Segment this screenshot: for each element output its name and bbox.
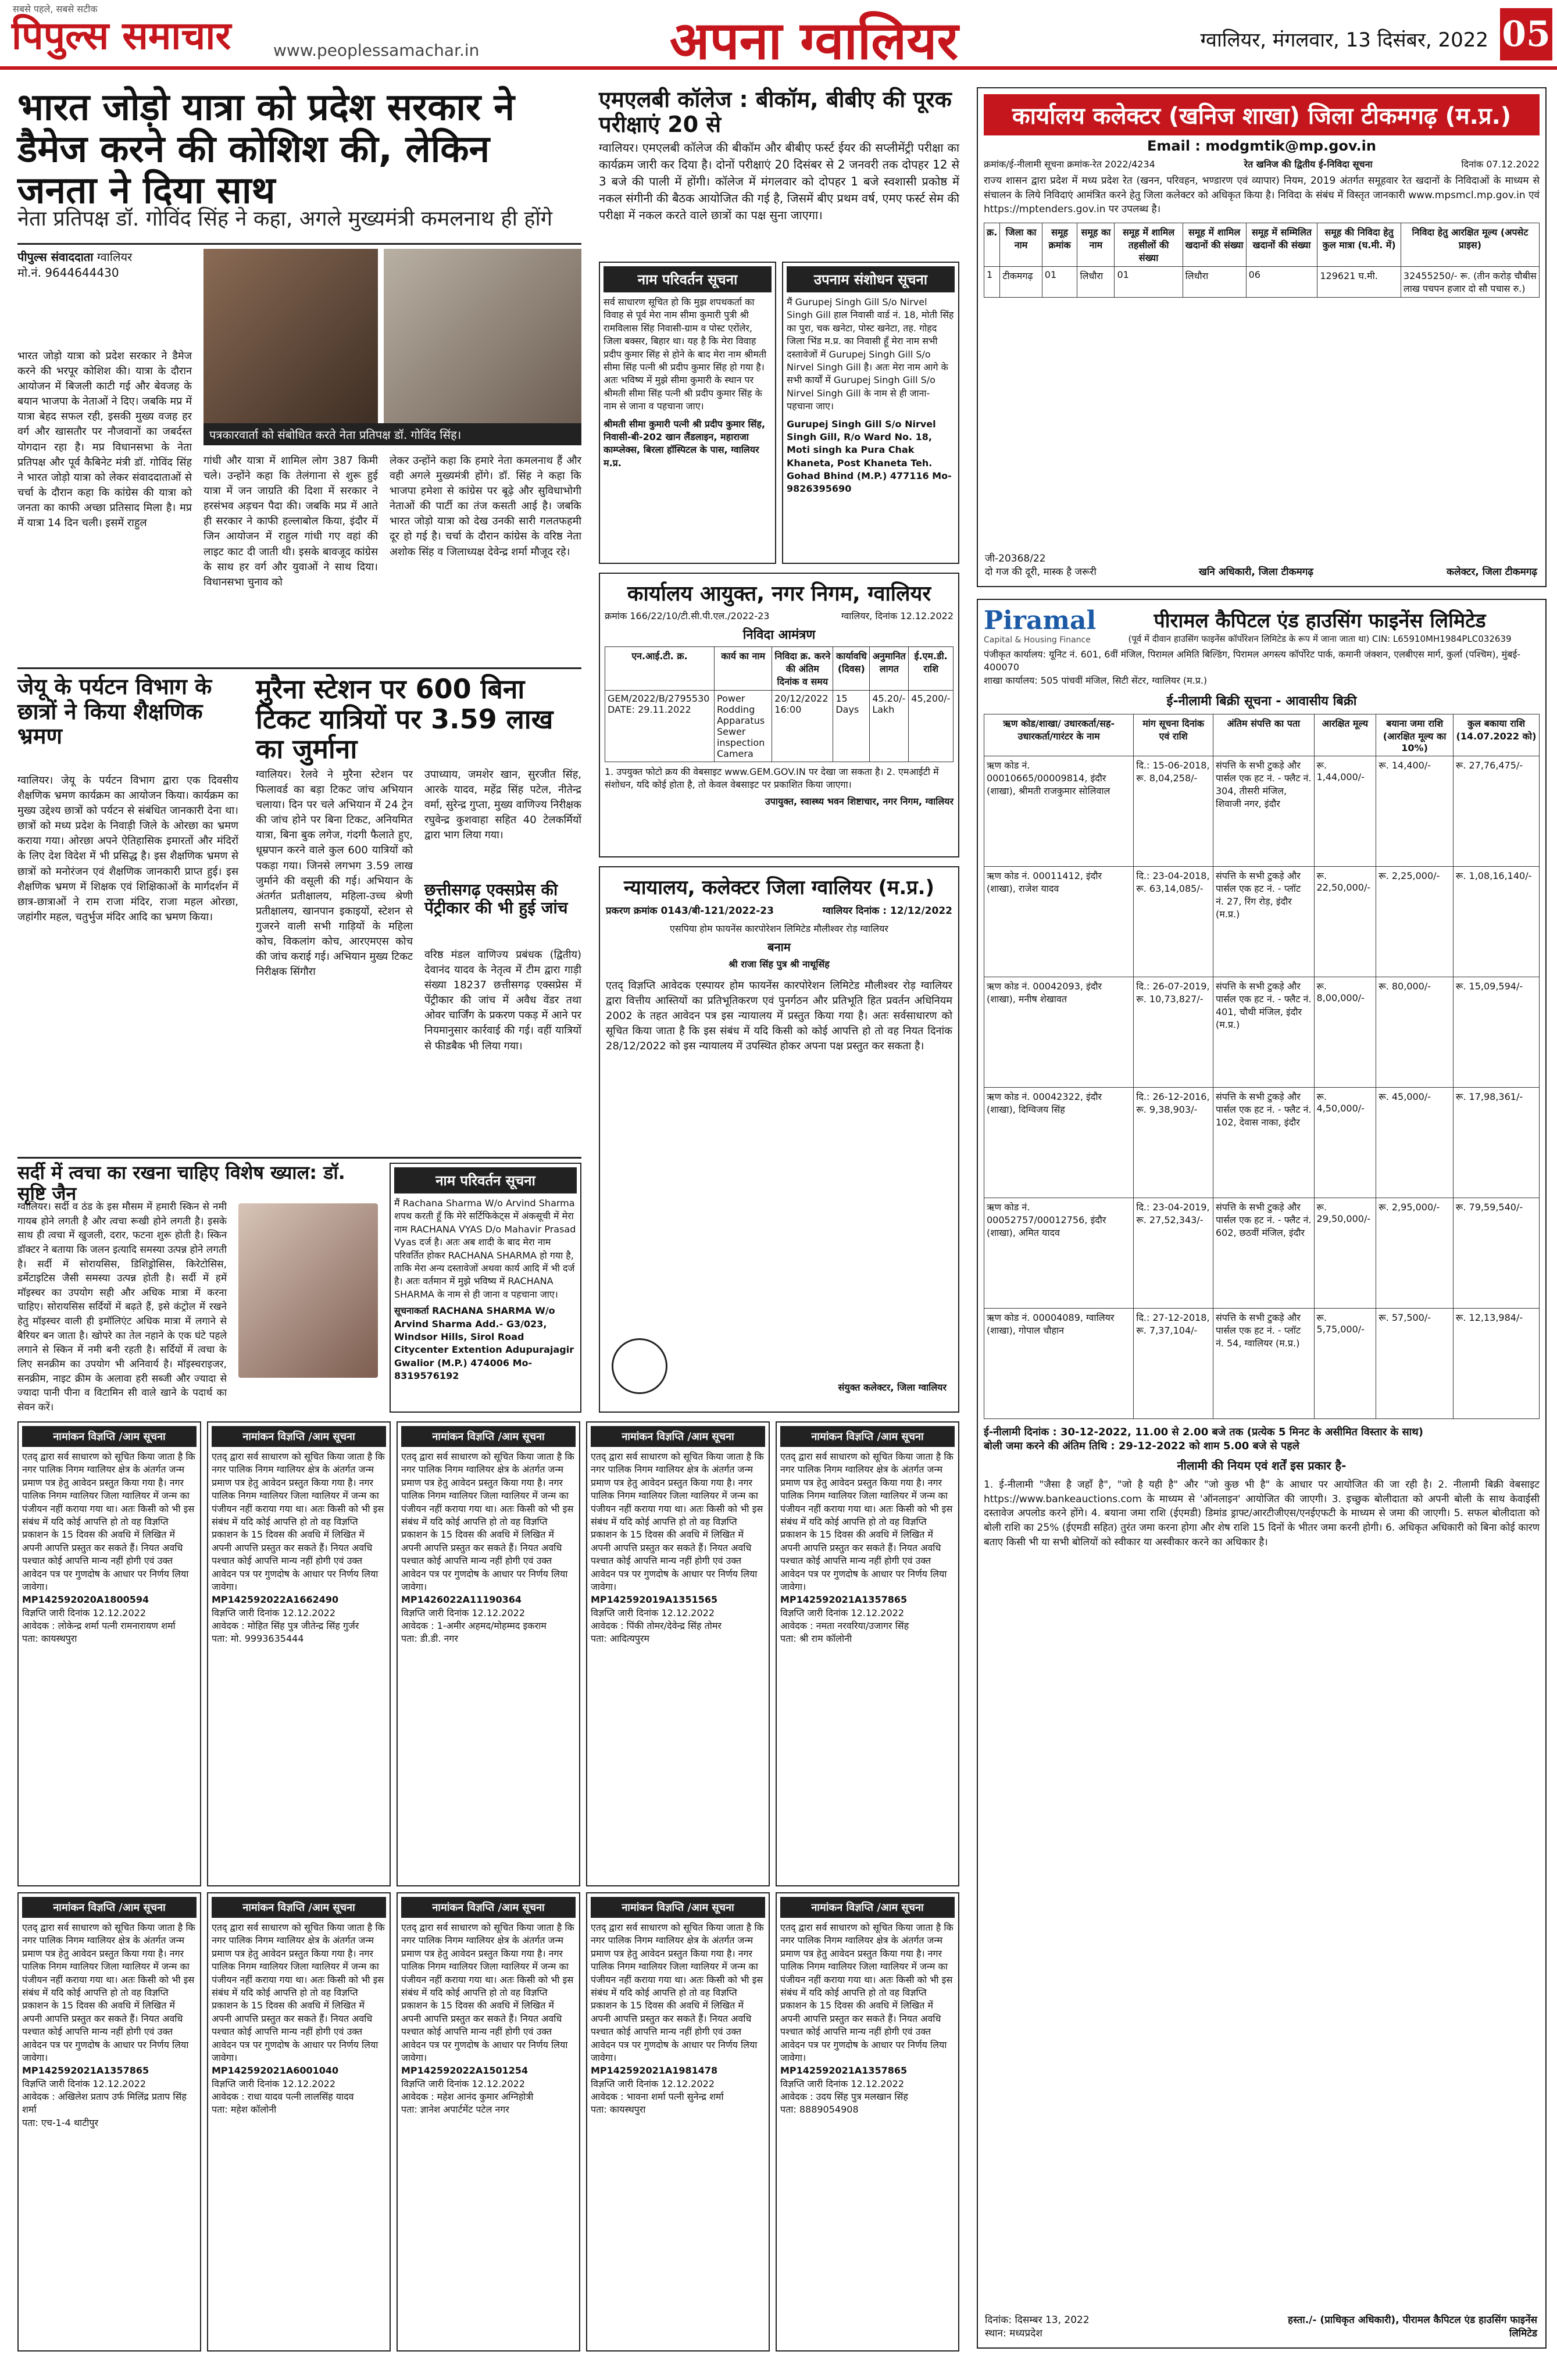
stub-title: नामांकन विज्ञप्ति /आम सूचना — [22, 1897, 197, 1918]
table-cell: दि.: 27-12-2018, रू. 7,37,104/- — [1134, 1309, 1213, 1419]
piramal-terms: 1. ई-नीलामी "जैसा है जहाँ है", "जो है यही है" और "जो कुछ भी है" के आधार पर आयोजित की जा रही है। 2. नीलामी बिक्री वेबसाइट https://www.bankeauctions.com के माध्यम से 'ऑनलाइन' आयोजित की जाएगी। 3. इच्छुक बोलीदाता को अपनी बोली के साथ केवाईसी दस्तावेज अपलोड करने होंगे। 4. बयाना जमा राशि (ईएमडी) डिमांड ड्राफ्ट/आरटीजीएस/एनईएफटी के माध्यम से जमा की जाएगी। 5. सफल बोलीदाता को बोली राशि का 25% (ईएमडी सहित) तुरंत जमा करना होगा और शेष राशि 15 दिनों के भीतर जमा करनी होगी। 6. अधिकृत अधिकारी को बिना कोई कारण बताए किसी भी या सभी बोलियों को स्वीकार या अस्वीकार करने का अधिकार है। — [984, 1479, 1540, 1548]
nigam-table — [605, 646, 954, 762]
table-cell: रू. 22,50,000/- — [1314, 867, 1376, 977]
stub-applicant: आवेदक : पिंकी तोमर/देवेन्द्र सिंह तोमर — [591, 1620, 722, 1632]
table-cell: लिधौरा — [1183, 266, 1246, 297]
stub-body: एतद् द्वारा सर्व साधारण को सूचित किया जाता है कि नगर पालिक निगम ग्वालियर क्षेत्र के अंतर्गत जन्म प्रमाण पत्र हेतु आवेदन प्रस्तुत किया गया है। नगर पालिक निगम ग्वालियर जिला ग्वालियर में जन्म का पंजीयन नहीं कराया गया था। अतः किसी को भी इस संबंध में यदि कोई आपत्ति हो तो वह विज्ञप्ति प्रकाशन के 15 दिवस की अवधि में लिखित में अपनी आपत्ति प्रस्तुत कर सकते हैं। नियत अवधि पश्चात कोई आपत्ति मान्य नहीं होगी एवं उक्त आवेदन पत्र पर गुणदोष के आधार पर निर्णय लिया जावेगा। — [780, 1451, 954, 1592]
table-cell: 45,200/- — [909, 691, 954, 762]
classifieds-grid — [17, 1421, 959, 2363]
piramal-branch: शाखा कार्यालय: 505 पांचवीं मंजिल, सिटी सेंटर, ग्वालियर (म.प्र.) — [984, 674, 1208, 686]
table-cell: रू. 45,000/- — [1376, 1088, 1454, 1198]
table-cell: 129621 घ.मी. — [1317, 266, 1401, 297]
lead-col-3: लेकर उन्होंने कहा कि हमारे नेता कमलनाथ हैं और वही अगले मुख्यमंत्री होंगे। डॉ. सिंह ने कहा कि भाजपा हमेशा से कांग्रेस पर बूढ़े और सुविधाभोगी नेताओं की पार्टी का तंज कसती आई है। जबकि भारत जोड़ो यात्रा को देख उनकी सारी गलतफहमी दूर हो गई है। चर्चा के दौरान कांग्रेस के वरिष्ठ नेता अशोक सिंह व जिलाध्यक्ष देवेन्द्र शर्मा मौजूद रहे। — [390, 455, 581, 558]
lead-photo-1 — [203, 249, 378, 423]
table-cell: संपत्ति के सभी टुकड़े और पार्सल एक हट नं. - प्लॉट नं. 54, ग्वालियर (म.प्र.) — [1213, 1309, 1314, 1419]
table-cell: रू. 2,95,000/- — [1376, 1198, 1454, 1309]
table-cell: लिधौरा — [1077, 266, 1115, 297]
stub-date: विज्ञप्ति जारी दिनांक 12.12.2022 — [22, 1607, 147, 1618]
table-header: अंतिम संपत्ति का पता — [1213, 714, 1314, 756]
table-row — [605, 691, 954, 762]
table-cell: संपत्ति के सभी टुकड़े और पार्सल एक हट नं. - प्लॉट नं. 27, रिंग रोड़, इंदौर (म.प्र.) — [1213, 867, 1314, 977]
table-header: कुल बकाया राशि (14.07.2022 को) — [1453, 714, 1539, 756]
table-cell: 06 — [1246, 266, 1317, 297]
lead-headline: भारत जोड़ो यात्रा को प्रदेश सरकार ने डैमेज करने की कोशिश की, लेकिन जनता ने दिया साथ — [17, 86, 515, 213]
stub-applicant: आवेदक : महेश आनंद कुमार अग्निहोत्री — [401, 2091, 534, 2103]
table-cell: ऋण कोड नं. 00004089, ग्वालियर (शाखा), गोपाल चौहान — [984, 1309, 1134, 1419]
stub-no: MP142592021A1981478 — [591, 2065, 718, 2077]
classified-stub — [586, 1892, 770, 2352]
stub-place: पता: श्री राम कॉलोनी — [780, 1633, 852, 1645]
notice-body: मैं Rachana Sharma W/o Arvind Sharma शपथ करती हूँ कि मेरे सर्टिफिकेट्स में अंकसूची में मेरा नाम RACHANA VYAS D/o Mahavir Prasad Vyas दर्ज है। अतः अब शादी के बाद मेरा नाम परिवर्तित होकर RACHANA SHARMA हो गया है, ताकि मेरा अन्य दस्तावेजों अथवा कार्य आदि में भी दर्ज है। अतः वर्तमान में मुझे भविष्य में RACHANA SHARMA के नाम से ही जाना व पहचाना जाए। — [394, 1198, 576, 1300]
table-header: समूह में सम्मिलित खदानों की संख्या — [1246, 223, 1317, 266]
classified-stub — [776, 1892, 959, 2352]
stub-applicant: आवेदक : 1-अमीर अहमद/मोहम्मद इकराम — [401, 1620, 547, 1632]
skin-headline: सर्दी में त्वचा का रखना चाहिए विशेष ख्याल: डॉ. सृष्टि जैन — [17, 1162, 345, 1205]
stub-place: पता: कायस्थपुरा — [591, 2104, 646, 2115]
stub-no: MP142592019A1351565 — [591, 1594, 718, 1606]
reporter: पीपुल्स संवाददाता — [17, 250, 94, 264]
stub-date: विज्ञप्ति जारी दिनांक 12.12.2022 — [591, 2078, 715, 2089]
byline — [17, 249, 192, 290]
table-cell: टीकमगढ़ — [1000, 266, 1042, 297]
tagline: सबसे पहले, सबसे सटीक — [13, 3, 98, 15]
table-header: समूह में शामिल तहसीलों की संख्या — [1115, 223, 1183, 266]
stub-body: एतद् द्वारा सर्व साधारण को सूचित किया जाता है कि नगर पालिक निगम ग्वालियर क्षेत्र के अंतर्गत जन्म प्रमाण पत्र हेतु आवेदन प्रस्तुत किया गया है। नगर पालिक निगम ग्वालियर जिला ग्वालियर में जन्म का पंजीयन नहीं कराया गया था। अतः किसी को भी इस संबंध में यदि कोई आपत्ति हो तो वह विज्ञप्ति प्रकाशन के 15 दिवस की अवधि में लिखित में अपनी आपत्ति प्रस्तुत कर सकते हैं। नियत अवधि पश्चात कोई आपत्ति मान्य नहीं होगी एवं उक्त आवेदन पत्र पर गुणदोष के आधार पर निर्णय लिया जावेगा। — [591, 1451, 764, 1592]
stub-no: MP142592020A1800594 — [22, 1594, 149, 1606]
table-header: मांग सूचना दिनांक एवं राशि — [1134, 714, 1213, 756]
table-header: एन.आई.टी. क्र. — [605, 647, 715, 691]
tourism-headline: जेयू के पर्यटन विभाग के छात्रों ने किया शैक्षणिक भ्रमण — [17, 674, 212, 749]
classified-stub — [397, 1421, 580, 1886]
table-header: बयाना जमा राशि (आरक्षित मूल्य का 10%) — [1376, 714, 1454, 756]
classified-stub — [397, 1892, 580, 2352]
table-cell: 1 — [984, 266, 1000, 297]
table-row — [984, 1088, 1540, 1198]
table-cell: ऋण कोड नं. 00011412, इंदौर (शाखा), राजेश यादव — [984, 867, 1134, 977]
lead-subhead: नेता प्रतिपक्ष डॉ. गोविंद सिंह ने कहा, अगले मुख्यमंत्री कमलनाथ ही होंगे — [17, 207, 553, 231]
nigam-heading: निविदा आमंत्रण — [742, 628, 816, 642]
piramal-place: स्थान: मध्यप्रदेश — [985, 2328, 1042, 2339]
piramal-kyc-date: बोली जमा करने की अंतिम तिथि : 29-12-2022 को शाम 5.00 बजे से पहले — [984, 1440, 1299, 1453]
piramal-signer: हस्ता./- (प्राधिकृत अधिकारी), पीरामल कैपिटल एंड हाउसिंग फाइनेंस लिमिटेड — [1287, 2314, 1537, 2339]
nigam-title: कार्यालय आयुक्त, नगर निगम, ग्वालियर — [627, 582, 931, 606]
tender-body: राज्य शासन द्वारा प्रदेश में मध्य प्रदेश रेत (खनन, परिवहन, भण्डारण एवं व्यापार) नियम, 2019 अंतर्गत समूहवार रेत खदानों के निविदाओं के माध्यम से संचालन के लिये निविदाएं आमंत्रित करने हेतु जिला कलेक्टर को अधिकृत किया है। निविदा के संबंध में विस्तृत जानकारी www.mpsmcl.mp.gov.in एवं https://mptenders.gov.in पर उपलब्ध है। — [984, 175, 1540, 216]
lead-photo-2 — [384, 249, 581, 423]
lead-col-2: गांधी और यात्रा में शामिल लोग 387 किमी चले। उन्होंने कहा कि तेलंगाना से शुरू हुई यात्रा में जन जाग्रति की दिशा में सरकार ने हरसंभव अड़चन पैदा की। जबकि मप्र में आते ही सरकार ने काफी हल्लाबोल किया, इंदौर में जिन आयोजन में राहुल गांधी गए वहां की लाइट काट दी जाती थी। इसके बावजूद कांग्रेस के साथ हर वर्ग और युवाओं ने साथ दिया। विधानसभा चुनाव को — [203, 455, 378, 588]
table-header: जिला का नाम — [1000, 223, 1042, 266]
notice-body: सर्व साधारण सूचित हो कि मुझ शपथकर्ता का विवाह से पूर्व मेरा नाम सीमा कुमारी पुत्री श्री रामविलास सिंह निवासी-ग्राम व पोस्ट एरोंलेर, जिला बक्सर, बिहार था। यह है कि मेरा विवाह प्रदीप कुमार सिंह से होने के बाद मेरा नाम श्रीमती सीमा सिंह पत्नी श्री प्रदीप कुमार सिंह हो गया है। अतः भविष्य में मुझे सीमा कुमारी के स्थान पर श्रीमती सीमा सिंह पत्नी श्री प्रदीप कुमार सिंह के नाम से जाना व पहचाना जाए। — [603, 296, 767, 412]
table-header: कार्य का नाम — [714, 647, 772, 691]
piramal-heading: ई-नीलामी बिक्री सूचना - आवासीय बिक्री — [1166, 694, 1357, 709]
table-cell: ऋण कोड नं. 00052757/00012756, इंदौर (शाखा), अमित यादव — [984, 1198, 1134, 1309]
table-cell: 45.20/- Lakh — [870, 691, 909, 762]
stub-applicant: आवेदक : राधा यादव पत्नी लालसिंह यादव — [212, 2091, 354, 2103]
stub-body: एतद् द्वारा सर्व साधारण को सूचित किया जाता है कि नगर पालिक निगम ग्वालियर क्षेत्र के अंतर्गत जन्म प्रमाण पत्र हेतु आवेदन प्रस्तुत किया गया है। नगर पालिक निगम ग्वालियर जिला ग्वालियर में जन्म का पंजीयन नहीं कराया गया था। अतः किसी को भी इस संबंध में यदि कोई आपत्ति हो तो वह विज्ञप्ति प्रकाशन के 15 दिवस की अवधि में लिखित में अपनी आपत्ति प्रस्तुत कर सकते हैं। नियत अवधि पश्चात कोई आपत्ति मान्य नहीं होगी एवं उक्त आवेदन पत्र पर गुणदोष के आधार पर निर्णय लिया जावेगा। — [401, 1922, 574, 2063]
tender-subject: रेत खनिज की द्वितीय ई-निविदा सूचना — [1244, 159, 1373, 170]
stub-applicant: आवेदक : नमता नरवरिया/उजागर सिंह — [780, 1620, 909, 1632]
tender-signer-2: कलेक्टर, जिला टीकमगढ़ — [1447, 566, 1537, 578]
stub-applicant: आवेदक : लोकेन्द्र शर्मा पत्नी रामनारायण शर्मा — [22, 1620, 176, 1632]
classified-stub — [586, 1421, 770, 1886]
section-title: अपना ग्वालियर — [669, 10, 959, 72]
stub-date: विज्ञप्ति जारी दिनांक 12.12.2022 — [401, 2078, 526, 2089]
table-cell: रू. 57,500/- — [1376, 1309, 1454, 1419]
dateline-place: ग्वालियर — [97, 250, 133, 264]
tender-slogan: दो गज की दूरी, मास्क है जरूरी — [985, 566, 1097, 578]
classified-stub — [207, 1421, 391, 1886]
stub-title: नामांकन विज्ञप्ति /आम सूचना — [591, 1426, 765, 1447]
table-cell: Power Rodding Apparatus Sewer inspection Camera — [714, 691, 772, 762]
stub-date: विज्ञप्ति जारी दिनांक 12.12.2022 — [591, 1607, 715, 1618]
reporter-mobile: मो.नं. 9644644430 — [17, 266, 119, 280]
nigam-ref: क्रमांक 166/22/10/टी.सी.पी.एल./2022-23 — [605, 610, 770, 621]
notice-title: नाम परिवर्तन सूचना — [394, 1167, 577, 1193]
lead-col-1: भारत जोड़ो यात्रा को प्रदेश सरकार ने डैमेज करने की भरपूर कोशिश की। यात्रा के दौरान आयोजन में बिजली काटी गई और बेवजह के बयान भाजपा के नेताओं ने दिए। जबकि मप्र में यात्रा बेहद सफल रही, इसकी मुख्य वजह हर वर्ग और खासतौर पर नौजवानों का जबर्दस्त योगदान रहा है। मप्र विधानसभा के नेता प्रतिपक्ष और पूर्व कैबिनेट मंत्री डॉ. गोविंद सिंह ने भारत जोड़ो यात्रा को लेकर संवाददाताओं से चर्चा के दौरान कहा कि कांग्रेस की यात्रा को जनता का काफी अच्छा प्रतिसाद मिला है। मप्र में यात्रा 14 दिन चली। इसमें राहुल — [17, 350, 192, 530]
table-header: निविदा हेतु आरक्षित मूल्य (अपसेट प्राइस) — [1401, 223, 1539, 266]
court-party-1: एसपिया होम फायनेंस कारपोरेशन लिमिटेड मौलीश्वर रोड़ ग्वालियर — [670, 923, 888, 934]
table-header: कार्यावधि (दिवस) — [833, 647, 870, 691]
tender-footer-no: जी-20368/22 — [985, 553, 1046, 564]
table-cell: 32455250/- रू. (तीन करोड़ चौबीस लाख पचपन हजार दो सौ पचास रु.) — [1401, 266, 1539, 297]
table-row — [984, 867, 1540, 977]
stub-applicant: आवेदक : अखिलेश प्रताप उर्फ मिलिंद्र प्रताप सिंह शर्मा — [22, 2091, 187, 2115]
table-cell: 01 — [1115, 266, 1183, 297]
stub-title: नामांकन विज्ञप्ति /आम सूचना — [591, 1897, 765, 1918]
stub-title: नामांकन विज्ञप्ति /आम सूचना — [780, 1426, 955, 1447]
piramal-title: पीरामल कैपिटल एंड हाउसिंग फाइनेंस लिमिटेड — [1154, 609, 1486, 632]
stub-applicant: आवेदक : उदय सिंह पुत्र मलखान सिंह — [780, 2091, 908, 2103]
tender-date: दिनांक 07.12.2022 — [1461, 159, 1540, 170]
divider — [17, 243, 581, 245]
table-cell: 20/12/2022 16:00 — [772, 691, 833, 762]
stub-date: विज्ञप्ति जारी दिनांक 12.12.2022 — [780, 1607, 905, 1618]
table-row — [984, 756, 1540, 867]
notice-title: नाम परिवर्तन सूचना — [603, 266, 772, 292]
stub-no: MP142592021A1357865 — [780, 1594, 908, 1606]
website-link[interactable]: www.peoplessamachar.in — [273, 41, 480, 60]
divider — [17, 667, 581, 669]
table-cell: रू. 1,08,16,140/- — [1453, 867, 1539, 977]
table-row — [984, 1198, 1540, 1309]
table-cell: रू. 79,59,540/- — [1453, 1198, 1539, 1309]
table-cell: संपत्ति के सभी टुकड़े और पार्सल एक हट नं. - फ्लैट नं. 401, चौथी मंजिल, इंदौर (म.प्र.) — [1213, 977, 1314, 1088]
stub-place: पता: आदित्यपुरम — [591, 1633, 649, 1645]
table-cell: ऋण कोड नं. 00042093, इंदौर (शाखा), मनीष शेखावत — [984, 977, 1134, 1088]
court-signer: संयुक्त कलेक्टर, जिला ग्वालियर — [838, 1381, 947, 1393]
stub-date: विज्ञप्ति जारी दिनांक 12.12.2022 — [22, 2078, 147, 2089]
stub-place: पता: एच-1-4 थाटीपुर — [22, 2117, 99, 2128]
stub-title: नामांकन विज्ञप्ति /आम सूचना — [401, 1426, 576, 1447]
nigam-date: ग्वालियर, दिनांक 12.12.2022 — [841, 610, 954, 621]
table-header: समूह की निविदा हेतु कुल मात्रा (घ.मी. में) — [1317, 223, 1401, 266]
piramal-office: पंजीकृत कार्यालय: यूनिट नं. 601, 6वीं मंजिल, पिरामल अमिति बिल्डिंग, पिरामल अगस्त्य कॉर्पोरेट पार्क, कमानी जंक्शन, एलबीएस मार्ग, कुर्ला (पश्चिम), मुंबई- 400070 — [984, 649, 1520, 673]
stub-date: विज्ञप्ति जारी दिनांक 12.12.2022 — [212, 2078, 336, 2089]
table-header: समूह में शामिल खदानों की संख्या — [1183, 223, 1246, 266]
stub-place: पता: मो. 9993635444 — [212, 1633, 304, 1645]
table-cell: संपत्ति के सभी टुकड़े और पार्सल एक हट नं. - फ्लैट नं. 602, छठवीं मंजिल, इंदौर — [1213, 1198, 1314, 1309]
table-cell: दि.: 26-07-2019, रू. 10,73,827/- — [1134, 977, 1213, 1088]
stub-body: एतद् द्वारा सर्व साधारण को सूचित किया जाता है कि नगर पालिक निगम ग्वालियर क्षेत्र के अंतर्गत जन्म प्रमाण पत्र हेतु आवेदन प्रस्तुत किया गया है। नगर पालिक निगम ग्वालियर जिला ग्वालियर में जन्म का पंजीयन नहीं कराया गया था। अतः किसी को भी इस संबंध में यदि कोई आपत्ति हो तो वह विज्ञप्ति प्रकाशन के 15 दिवस की अवधि में लिखित में अपनी आपत्ति प्रस्तुत कर सकते हैं। नियत अवधि पश्चात कोई आपत्ति मान्य नहीं होगी एवं उक्त आवेदन पत्र पर गुणदोष के आधार पर निर्णय लिया जावेगा। — [212, 1922, 385, 2063]
notice-signer: Gurupej Singh Gill S/o Nirvel Singh Gill, R/o Ward No. 18, Moti singh ka Pura Chak Khaneta, Post Khaneta Teh. Gohad Bhind (M.P.) 477116 Mo- 9826395690 — [787, 418, 952, 495]
table-cell: संपत्ति के सभी टुकड़े और पार्सल एक हट नं. - फ्लैट नं. 102, देवास नाका, इंदौर — [1213, 1088, 1314, 1198]
stub-body: एतद् द्वारा सर्व साधारण को सूचित किया जाता है कि नगर पालिक निगम ग्वालियर क्षेत्र के अंतर्गत जन्म प्रमाण पत्र हेतु आवेदन प्रस्तुत किया गया है। नगर पालिक निगम ग्वालियर जिला ग्वालियर में जन्म का पंजीयन नहीं कराया गया था। अतः किसी को भी इस संबंध में यदि कोई आपत्ति हो तो वह विज्ञप्ति प्रकाशन के 15 दिवस की अवधि में लिखित में अपनी आपत्ति प्रस्तुत कर सकते हैं। नियत अवधि पश्चात कोई आपत्ति मान्य नहीं होगी एवं उक्त आवेदन पत्र पर गुणदोष के आधार पर निर्णय लिया जावेगा। — [212, 1451, 385, 1592]
tender-ref: क्रमांक/ई-नीलामी सूचना क्रमांक-रेत 2022/4234 — [984, 159, 1155, 170]
table-row — [984, 266, 1540, 297]
court-vs: बनाम — [767, 940, 791, 955]
table-cell: रू. 1,44,000/- — [1314, 756, 1376, 867]
table-cell: संपत्ति के सभी टुकड़े और पार्सल एक हट नं. - फ्लैट नं. 304, तीसरी मंजिल, शिवाजी नगर, इंदौर — [1213, 756, 1314, 867]
table-cell: रू. 15,09,594/- — [1453, 977, 1539, 1088]
nigam-notes: 1. उपयुक्त फोटो क्रय की वेबसाइट www.GEM.GOV.IN पर देखा जा सकता है। 2. एमआईटी में संशोधन, यदि कोई होता है, तो केवल वेबसाइट पर प्रकाशित किया जाएगा। — [605, 766, 939, 791]
stub-place: पता: 8889054908 — [780, 2104, 859, 2115]
table-header: ई.एम.डी. राशि — [909, 647, 954, 691]
stub-place: पता: महेश कॉलोनी — [212, 2104, 277, 2115]
stub-body: एतद् द्वारा सर्व साधारण को सूचित किया जाता है कि नगर पालिक निगम ग्वालियर क्षेत्र के अंतर्गत जन्म प्रमाण पत्र हेतु आवेदन प्रस्तुत किया गया है। नगर पालिक निगम ग्वालियर जिला ग्वालियर में जन्म का पंजीयन नहीं कराया गया था। अतः किसी को भी इस संबंध में यदि कोई आपत्ति हो तो वह विज्ञप्ति प्रकाशन के 15 दिवस की अवधि में लिखित में अपनी आपत्ति प्रस्तुत कर सकते हैं। नियत अवधि पश्चात कोई आपत्ति मान्य नहीं होगी एवं उक्त आवेदन पत्र पर गुणदोष के आधार पर निर्णय लिया जावेगा। — [591, 1922, 764, 2063]
court-title: न्यायालय, कलेक्टर जिला ग्वालियर (म.प्र.) — [623, 876, 935, 899]
piramal-table — [984, 714, 1540, 1419]
table-cell: दि.: 23-04-2019, रू. 27,52,343/- — [1134, 1198, 1213, 1309]
stub-title: नामांकन विज्ञप्ति /आम सूचना — [212, 1426, 386, 1447]
court-case: प्रकरण क्रमांक 0143/बी-121/2022-23 — [606, 905, 774, 917]
classified-stub — [17, 1421, 201, 1886]
table-cell: दि.: 26-12-2016, रू. 9,38,903/- — [1134, 1088, 1213, 1198]
stub-date: विज्ञप्ति जारी दिनांक 12.12.2022 — [401, 1607, 526, 1618]
stub-title: नामांकन विज्ञप्ति /आम सूचना — [780, 1897, 955, 1918]
table-cell: रू. 8,00,000/- — [1314, 977, 1376, 1088]
stub-no: MP142592021A1357865 — [22, 2065, 149, 2077]
stub-title: नामांकन विज्ञप्ति /आम सूचना — [212, 1897, 386, 1918]
table-cell: रू. 12,13,984/- — [1453, 1309, 1539, 1419]
classified-stub — [207, 1892, 391, 2352]
classified-stub — [776, 1421, 959, 1886]
stub-date: विज्ञप्ति जारी दिनांक 12.12.2022 — [780, 2078, 905, 2089]
tender-table — [984, 223, 1540, 298]
page-number: 05 — [1500, 8, 1552, 60]
table-header: समूह क्रमांक — [1042, 223, 1077, 266]
issue-date: ग्वालियर, मंगलवार, 13 दिसंबर, 2022 — [1200, 28, 1488, 52]
notice-signer: श्रीमती सीमा कुमारी पत्नी श्री प्रदीप कुमार सिंह, निवासी-बी-202 खान लैंडलाइन, महाराजा काम्प्लेक्स, बिरला हॉस्पिटल के पास, ग्वालियर म.प्र. — [603, 418, 766, 469]
stub-place: पता: ज्ञानेश अपार्टमेंट पटेल नगर — [401, 2104, 509, 2115]
table-cell: 01 — [1042, 266, 1077, 297]
court-party-2: श्री राजा सिंह पुत्र श्री नाथूसिंह — [728, 959, 830, 970]
court-date: ग्वालियर दिनांक : 12/12/2022 — [822, 905, 952, 917]
table-cell: रू. 80,000/- — [1376, 977, 1454, 1088]
piramal-logo: Piramal Capital & Housing Finance — [984, 606, 1097, 645]
stub-no: MP142592022A1501254 — [401, 2065, 528, 2077]
table-header: ऋण कोड/शाखा/ उधारकर्ता/सह-उधारकर्ता/गारंटर के नाम — [984, 714, 1134, 756]
stub-no: MP142592021A6001040 — [212, 2065, 339, 2077]
rail-col-2: उपाध्याय, जमशेर खान, सुरजीत सिंह, आरके यादव, महेंद्र सिंह पटेल, नीतेन्द्र वर्मा, सुरेन्द्र गुप्ता, मुख्य वाणिज्य निरीक्षक रघुवेन्द्र कुशवाहा सहित 40 टेलकर्मियों द्वारा भाग लिया गया। — [424, 769, 581, 842]
table-cell: 15 Days — [833, 691, 870, 762]
table-cell: रू. 4,50,000/- — [1314, 1088, 1376, 1198]
court-body: एतद् विज्ञप्ति आवेदक एस्पायर होम फायनेंस कारपोरेशन लिमिटेड मौलीश्वर रोड़ ग्वालियर द्वारा वित्तीय आस्तियों का प्रतिभूतिकरण एवं पुनर्गठन और प्रतिभूति हित प्रवर्तन अधिनियम 2002 के तहत आवेदन पत्र इस न्यायालय में प्रस्तुत किया गया है। अतः सर्वसाधारण को सूचित किया जाता है कि इस संबंध में यदि किसी को कोई आपत्ति हो तो वह नियत दिनांक 28/12/2022 को इस न्यायालय में उपस्थित होकर अपना पक्ष प्रस्तुत कर सकता है। — [606, 979, 952, 1053]
table-cell: रू. 17,98,361/- — [1453, 1088, 1539, 1198]
photo-caption: पत्रकारवार्ता को संबोधित करते नेता प्रतिपक्ष डॉ. गोविंद सिंह। — [203, 423, 581, 445]
rail-subheadline: छत्तीसगढ़ एक्सप्रेस की पेंट्रीकार की भी हुई जांच — [424, 880, 568, 918]
table-header: निविदा क्र. करने की अंतिम दिनांक व समय — [772, 647, 833, 691]
stub-no: MP142592022A1662490 — [212, 1594, 339, 1606]
table-cell: रू. 27,76,475/- — [1453, 756, 1539, 867]
court-seal — [612, 1338, 667, 1394]
piramal-terms-heading: नीलामी की नियम एवं शर्तें इस प्रकार है- — [1177, 1459, 1347, 1473]
stub-title: नामांकन विज्ञप्ति /आम सूचना — [401, 1897, 576, 1918]
table-header: आरक्षित मूल्य — [1314, 714, 1376, 756]
table-row — [984, 977, 1540, 1088]
table-header: अनुमानित लागत — [870, 647, 909, 691]
tender-title: कार्यालय कलेक्टर (खनिज शाखा) जिला टीकमगढ़ (म.प्र.) — [984, 94, 1540, 135]
stub-no: MP142592021A1357865 — [780, 2065, 908, 2077]
tender-signer: खनि अधिकारी, जिला टीकमगढ़ — [1199, 566, 1313, 578]
notice-title: उपनाम संशोधन सूचना — [787, 266, 955, 292]
table-cell: रू. 14,400/- — [1376, 756, 1454, 867]
stub-title: नामांकन विज्ञप्ति /आम सूचना — [22, 1426, 197, 1447]
stub-body: एतद् द्वारा सर्व साधारण को सूचित किया जाता है कि नगर पालिक निगम ग्वालियर क्षेत्र के अंतर्गत जन्म प्रमाण पत्र हेतु आवेदन प्रस्तुत किया गया है। नगर पालिक निगम ग्वालियर जिला ग्वालियर में जन्म का पंजीयन नहीं कराया गया था। अतः किसी को भी इस संबंध में यदि कोई आपत्ति हो तो वह विज्ञप्ति प्रकाशन के 15 दिवस की अवधि में लिखित में अपनी आपत्ति प्रस्तुत कर सकते हैं। नियत अवधि पश्चात कोई आपत्ति मान्य नहीं होगी एवं उक्त आवेदन पत्र पर गुणदोष के आधार पर निर्णय लिया जावेगा। — [22, 1922, 195, 2063]
table-cell: दि.: 23-04-2018, रू. 63,14,085/- — [1134, 867, 1213, 977]
piramal-subtitle: (पूर्व में दीवान हाउसिंग फाइनेंस कॉर्पोरेशन लिमिटेड के रूप में जाना जाता था) CIN: L65910MH1984PLC032639 — [1128, 633, 1512, 644]
table-row — [984, 1309, 1540, 1419]
table-cell: ऋण कोड नं. 00042322, इंदौर (शाखा), दिग्विजय सिंह — [984, 1088, 1134, 1198]
table-cell: रू. 2,25,000/- — [1376, 867, 1454, 977]
stub-place: पता: कायस्थपुरा — [22, 1633, 77, 1645]
table-cell: GEM/2022/B/2795530 DATE: 29.11.2022 — [605, 691, 715, 762]
stub-no: MP1426022A11190364 — [401, 1594, 522, 1606]
mlb-headline: एमएलबी कॉलेज : बीकॉम, बीबीए की पूरक परीक्षाएं 20 से — [599, 87, 952, 137]
stub-body: एतद् द्वारा सर्व साधारण को सूचित किया जाता है कि नगर पालिक निगम ग्वालियर क्षेत्र के अंतर्गत जन्म प्रमाण पत्र हेतु आवेदन प्रस्तुत किया गया है। नगर पालिक निगम ग्वालियर जिला ग्वालियर में जन्म का पंजीयन नहीं कराया गया था। अतः किसी को भी इस संबंध में यदि कोई आपत्ति हो तो वह विज्ञप्ति प्रकाशन के 15 दिवस की अवधि में लिखित में अपनी आपत्ति प्रस्तुत कर सकते हैं। नियत अवधि पश्चात कोई आपत्ति मान्य नहीं होगी एवं उक्त आवेदन पत्र पर गुणदोष के आधार पर निर्णय लिया जावेगा। — [22, 1451, 195, 1592]
doctor-photo — [238, 1203, 378, 1378]
tourism-body: ग्वालियर। जेयू के पर्यटन विभाग द्वारा एक दिवसीय शैक्षणिक भ्रमण कार्यक्रम का आयोजन किया। कार्यक्रम का मुख्य उद्देश्य छात्रों को पर्यटन से संबंधित जानकारी देना था। छात्रों को मध्य प्रदेश के निवाड़ी जिले के ओरछा का भ्रमण कराया गया। ओरछा अपने ऐतिहासिक इमारतों और मंदिरों के लिए देश विदेश में भी प्रसिद्ध है। इस शैक्षणिक भ्रमण से छात्रों को मनोरंजन एवं शैक्षणिक जानकारी प्राप्त हुई। इस शैक्षणिक भ्रमण में शिक्षक एवं शिक्षिकाओं के मार्गदर्शन में छात्र-छात्राओं ने राम राजा मंदिर, राजा महल ओरछा, जहांगीर महल, चतुर्भुज मंदिर आदि का भ्रमण किया। — [17, 774, 238, 923]
rail-headline: मुरैना स्टेशन पर 600 बिना टिकट यात्रियों पर 3.59 लाख का जुर्माना — [256, 673, 553, 765]
skin-body: ग्वालियर। सर्दी व ठंड के इस मौसम में हमारी स्किन से नमी गायब होने लगती है और त्वचा रूखी होने लगती है। इसके साथ ही त्वचा में खुजली, दरार, फटना शुरू होती है। स्किन डॉक्टर ने बताया कि जलन इत्यादि समस्या उत्पन्न होने लगती है। सर्दी में सोरायसिस, डिशिड्रोसिस, किरेटोसिस, डर्मेटाइटिस जैसी समस्या उत्पन्न होती है। सर्दी में हमें मॉइस्चर का उपयोग सही और अधिक मात्रा में करना चाहिए। सोरायसिस सर्दियों में बढ़ते हैं, इसे कंट्रोल में रखने हेतु मॉइस्चर वाली ही इमॉलिएंट अधिक मात्रा में लगाने से बैरियर बन जाता है। खोपरे का तेल नहाने के एक घंटे पहले लगाने से स्किन में नमी बनी रहती है। सर्दियों में त्वचा के लिए सनक्रीम का उपयोग भी अनिवार्य है। मॉइस्चराइजर, सनक्रीम, नाइट क्रीम के अलावा हरी सब्जी और ज्यादा से ज्यादा पानी पीना व विटामिन सी वाले खाने के पदार्थ का सेवन करें। — [17, 1201, 227, 1413]
table-cell: रू. 5,75,000/- — [1314, 1309, 1376, 1419]
rail-col-1: ग्वालियर। रेलवे ने मुरैना स्टेशन पर फिलावर्ड का बड़ा टिकट जांच अभियान चलाया। दिन पर चले अभियान में 24 ट्रेन की जांच होने पर बिना टिकट, अनियमित यात्रा, बिना बुक लगेज, गंदगी फैलाते हुए, धूम्रपान करने वाले कुल 600 यात्रियों को पकड़ा गया। जिनसे लगभग 3.59 लाख जुर्माने की वसूली की गई। अभियान के अंतर्गत प्रतीक्षालय, महिला-उच्च श्रेणी प्रतीक्षालय, खानपान इकाइयों, स्टेशन से गुजरने वाली सभी गाड़ियों के महिला कोच, विकलांग कोच, आरएमएस कोच की जांच कराई गई। अभियान मुख्य टिकट निरीक्षक सिंगौरा — [256, 769, 413, 978]
piramal-date: दिनांक: दिसम्बर 13, 2022 — [985, 2314, 1090, 2326]
divider — [17, 1157, 581, 1159]
stub-date: विज्ञप्ति जारी दिनांक 12.12.2022 — [212, 1607, 336, 1618]
newspaper-logo: पिपुल्स समाचार — [12, 13, 231, 58]
stub-body: एतद् द्वारा सर्व साधारण को सूचित किया जाता है कि नगर पालिक निगम ग्वालियर क्षेत्र के अंतर्गत जन्म प्रमाण पत्र हेतु आवेदन प्रस्तुत किया गया है। नगर पालिक निगम ग्वालियर जिला ग्वालियर में जन्म का पंजीयन नहीं कराया गया था। अतः किसी को भी इस संबंध में यदि कोई आपत्ति हो तो वह विज्ञप्ति प्रकाशन के 15 दिवस की अवधि में लिखित में अपनी आपत्ति प्रस्तुत कर सकते हैं। नियत अवधि पश्चात कोई आपत्ति मान्य नहीं होगी एवं उक्त आवेदन पत्र पर गुणदोष के आधार पर निर्णय लिया जावेगा। — [780, 1922, 954, 2063]
table-header: समूह का नाम — [1077, 223, 1115, 266]
nigam-signer: उपायुक्त, स्वास्थ्य भवन शिष्टाचार, नगर निगम, ग्वालियर — [765, 795, 954, 807]
stub-applicant: आवेदक : भावना शर्मा पत्नी सुनेन्द्र शर्मा — [591, 2091, 724, 2103]
rail-sub-body: वरिष्ठ मंडल वाणिज्य प्रबंधक (द्वितीय) देवानंद यादव के नेतृत्व में टीम द्वारा गाड़ी संख्या 18237 छत्तीसगढ़ एक्सप्रेस में पेंट्रीकार की जांच में अवैध वेंडर तथा ओवर चार्जिंग के प्रकरण पकड़ में आने पर नियमानुसार कार्रवाई की गई। वहीं यात्रियों से फीडबैक भी लिया गया। — [424, 949, 581, 1052]
stub-body: एतद् द्वारा सर्व साधारण को सूचित किया जाता है कि नगर पालिक निगम ग्वालियर क्षेत्र के अंतर्गत जन्म प्रमाण पत्र हेतु आवेदन प्रस्तुत किया गया है। नगर पालिक निगम ग्वालियर जिला ग्वालियर में जन्म का पंजीयन नहीं कराया गया था। अतः किसी को भी इस संबंध में यदि कोई आपत्ति हो तो वह विज्ञप्ति प्रकाशन के 15 दिवस की अवधि में लिखित में अपनी आपत्ति प्रस्तुत कर सकते हैं। नियत अवधि पश्चात कोई आपत्ति मान्य नहीं होगी एवं उक्त आवेदन पत्र पर गुणदोष के आधार पर निर्णय लिया जावेगा। — [401, 1451, 574, 1592]
piramal-auction-date: ई-नीलामी दिनांक : 30-12-2022, 11.00 से 2.00 बजे तक (प्रत्येक 5 मिनट के असीमित विस्तार के साथ) — [984, 1426, 1424, 1439]
table-cell: ऋण कोड नं. 00010665/00009814, इंदौर (शाखा), श्रीमती राजकुमार सोलिवाल — [984, 756, 1134, 867]
mlb-body: ग्वालियर। एमएलबी कॉलेज की बीकॉम और बीबीए फर्स्ट ईयर की सप्लीमेंट्री परीक्षा का कार्यक्रम जारी कर दिया है। दोनों परीक्षाएं 20 दिसंबर से 2 जनवरी तक दोपहर 12 से 3 बजे की पाली में होंगी। कॉलेज में मंगलवार को दोपहर 1 बजे स्वशासी प्रकोष्ठ में नकल संगीनी की बैठक आयोजित की गई है, जिसमें बीए प्रथम वर्ष, एमए फर्स्ट सेम की परीक्षा में नकल करते वाले छात्रों का पक्ष सुना जाएगा। — [599, 141, 959, 222]
notice-signer: सूचनाकर्ता RACHANA SHARMA W/o Arvind Sharma Add.- G3/023, Windsor Hills, Sirol Road Citycenter Extention Adupurajagir Gwalior (M.P.) 474006 Mo- 8319576192 — [394, 1305, 574, 1382]
classified-stub — [17, 1892, 201, 2352]
stub-place: पता: डी.डी. नगर — [401, 1633, 458, 1645]
table-cell: दि.: 15-06-2018, रू. 8,04,258/- — [1134, 756, 1213, 867]
notice-body: मैं Gurupej Singh Gill S/o Nirvel Singh Gill हाल निवासी वार्ड नं. 18, मोती सिंह का पुरा, चक खनेटा, पोस्ट खनेटा, तह. गोहद जिला भिंड म.प्र. का निवासी हूँ मेरा नाम सभी दस्तावेजों में Gurupej Singh Gill S/o Nirvel Singh Gill है। अतः मेरा नाम आगे के सभी कार्यों में Gurupej Singh Gill S/o Nirvel Singh Gill के नाम से ही जाना-पहचाना जाए। — [787, 296, 954, 412]
table-header: क्र. — [984, 223, 1000, 266]
table-cell: रू. 29,50,000/- — [1314, 1198, 1376, 1309]
tender-email[interactable]: Email : modgmtik@mp.gov.in — [1147, 138, 1376, 154]
stub-applicant: आवेदक : मोहित सिंह पुत्र जीतेन्द्र सिंह गुर्जर — [212, 1620, 359, 1632]
